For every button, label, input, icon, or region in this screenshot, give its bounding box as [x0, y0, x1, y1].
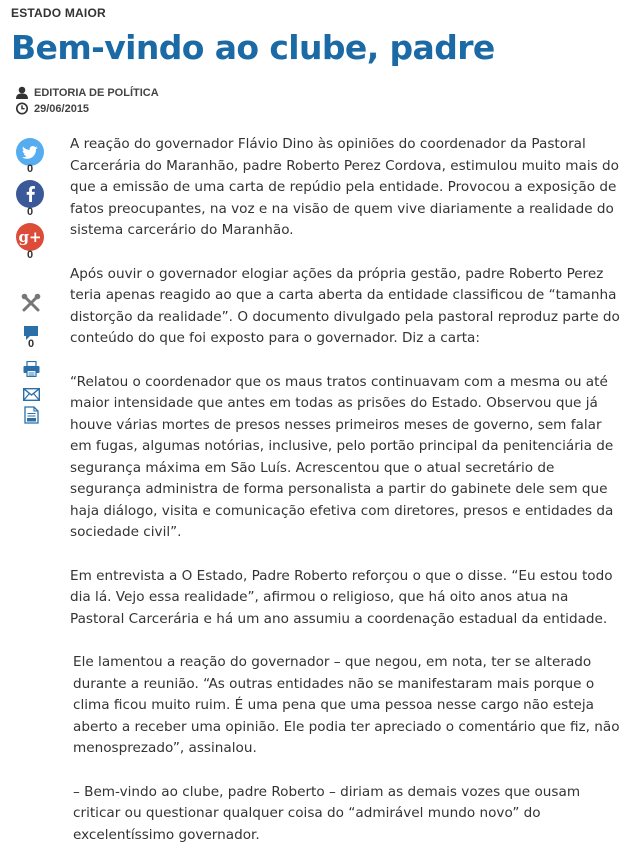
author-line [15, 86, 159, 99]
facebook-count: 0 [26, 206, 34, 218]
paragraph: – Bem-vindo ao clube, padre Roberto – diriam as demais vozes que ousam criticar ou questionar qualquer coisa do “admirável mundo novo” do excelentíssimo governador. [73, 783, 581, 843]
twitter-count: 0 [26, 163, 34, 175]
clock-icon [15, 102, 29, 115]
tools-button[interactable] [20, 294, 42, 312]
print-button[interactable] [20, 360, 42, 378]
page-title: Bem-vindo ao clube, padre [11, 28, 495, 67]
comment-count: 0 [27, 338, 35, 350]
user-icon [15, 86, 29, 99]
email-button[interactable] [20, 385, 42, 403]
paragraph: A reação do governador Flávio Dino às opiniões do coordenador da Pastoral Carcerária do Maranhão, padre Roberto Perez Cordova, estimulou muito mais do que a emissão de uma carta de repúdio pela entidade. Provocou a exposição de fatos preocupantes, na voz e na visão de quem vive diariamente a realidade do sistema carcerário do Maranhão. [70, 136, 619, 238]
paragraph: Após ouvir o governador elogiar ações da própria gestão, padre Roberto Perez teria apenas reagido ao que a carta aberta da entidade classificou de “tamanha distorção da realidade”. O documento divulgado pela pastoral reproduz parte do conteúdo do que foi exposto para o governador. Diz a carta: [70, 265, 620, 346]
pdf-document-icon [24, 406, 39, 424]
paragraph: Em entrevista a O Estado, Padre Roberto reforçou o que o disse. “Eu estou todo dia lá. Vejo essa realidade”, afirmou o religioso, que há oito anos atua na Pastoral Carcerária e há um ano assumiu a coordenação estadual da entidade. [70, 567, 613, 627]
gplus-count: 0 [26, 249, 34, 261]
paragraph: Ele lamentou a reação do governador – que negou, em nota, ter se alterado durante a reunião. “As outras entidades não se manifestaram mais porque o clima ficou muito ruim. É uma pena que uma pessoa nesse cargo não esteja aberto a receber uma opinião. Ele podia ter apreciado o comentário que fiz, não menosprezado”, assinalou. [73, 654, 620, 756]
gplus-share-button[interactable] [16, 223, 44, 251]
publish-date: 29/06/2015 [34, 102, 90, 115]
gplus-icon: g+ [18, 228, 42, 246]
facebook-icon [26, 186, 35, 202]
printer-icon [23, 361, 40, 377]
paragraph: “Relatou o coordenador que os maus tratos continuavam com a mesma ou até maior intensidade que antes em todas as prisões do Estado. Observou que já houve várias mortes de presos nesses primeiros meses de governo, sem falar em fugas, algumas notórias, inclusive, pelo portão principal da penitenciária de segurança máxima em São Luís. Acrescentou que o atual secretário de segurança administra de forma personalista a partir do gabinete dele sem que haja diálogo, visita e comunicação efetiva com diretores, presos e entidades da sociedade civil”. [70, 373, 614, 540]
date-line [15, 102, 89, 115]
author-name[interactable]: EDITORIA DE POLÍTICA [34, 86, 159, 99]
section-label[interactable]: ESTADO MAIOR [11, 6, 106, 20]
pdf-button[interactable] [20, 406, 42, 424]
twitter-icon [22, 146, 38, 159]
envelope-icon [23, 388, 40, 401]
article-body [70, 134, 622, 868]
facebook-share-button[interactable] [16, 180, 44, 208]
wrench-icon [21, 293, 41, 313]
twitter-share-button[interactable] [16, 138, 44, 166]
